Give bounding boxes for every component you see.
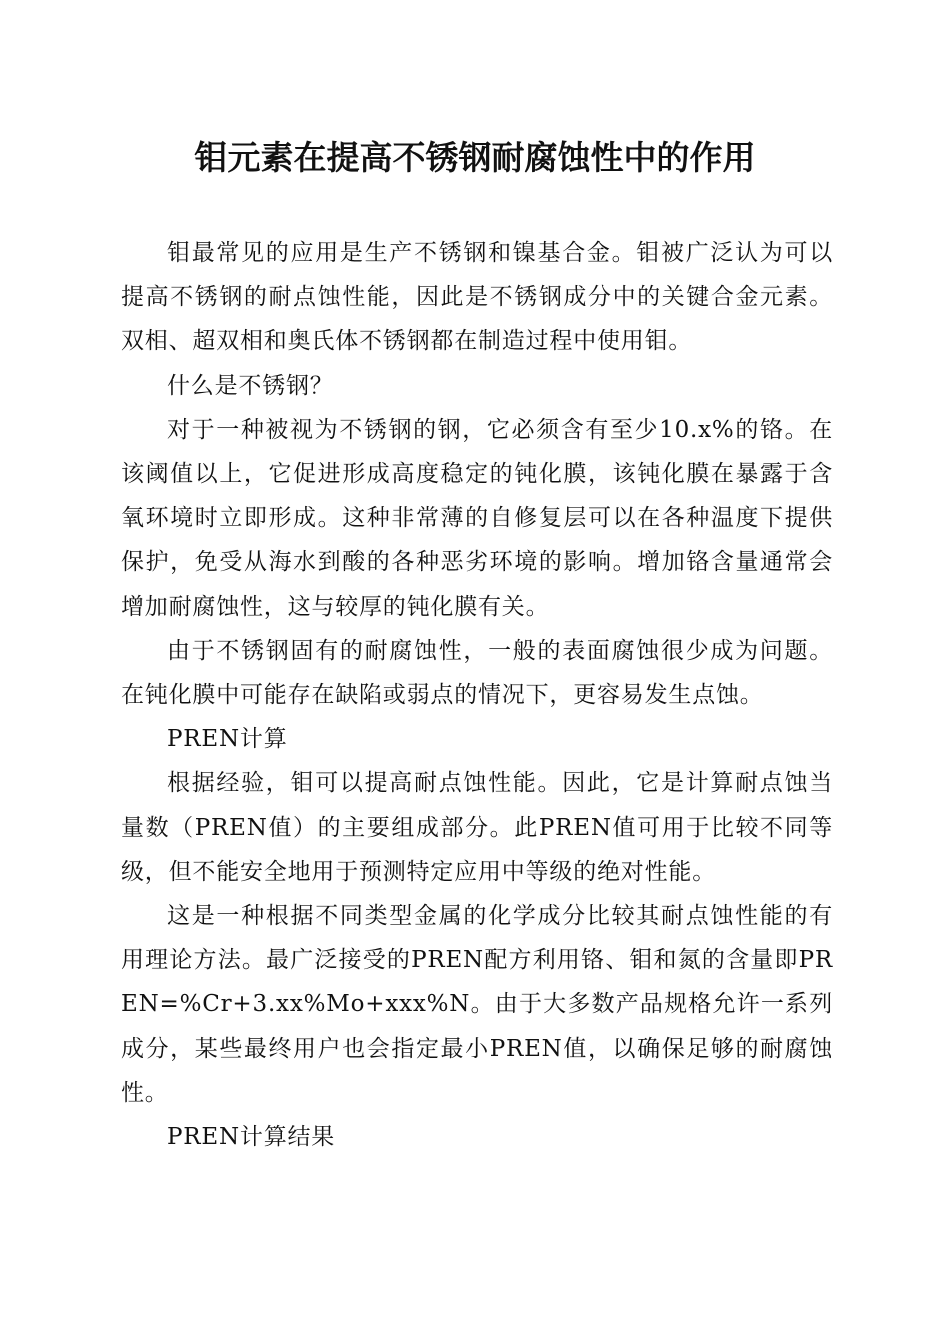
heading-pren-results: PREN计算结果: [167, 1124, 336, 1151]
paragraph-pitting: 由于不锈钢固有的耐腐蚀性，一般的表面腐蚀很少成为问题。在钝化膜中可能存在缺陷或弱点的情况下，更容易发生点蚀。: [121, 637, 833, 709]
paragraph-pren-formula: 这是一种根据不同类型金属的化学成分比较其耐点蚀性能的有用理论方法。最广泛接受的PREN配方利用铬、钼和氮的含量即PREN=%Cr+3.xx%Mo+xxx%N。由于大多数产品规格允许一系列成分，某些最终用户也会指定最小PREN值，以确保足够的耐腐蚀性。: [121, 903, 833, 1106]
document-body: [121, 231, 833, 1159]
heading-what-is-stainless: 什么是不锈钢？: [167, 372, 334, 399]
paragraph-chromium: 对于一种被视为不锈钢的钢，它必须含有至少10.x%的铬。在该阈值以上，它促进形成高度稳定的钝化膜，该钝化膜在暴露于含氧环境时立即形成。这种非常薄的自修复层可以在各种温度下提供保护，免受从海水到酸的各种恶劣环境的影响。增加铬含量通常会增加耐腐蚀性，这与较厚的钝化膜有关。: [121, 416, 833, 620]
paragraph-intro: 钼最常见的应用是生产不锈钢和镍基合金。钼被广泛认为可以提高不锈钢的耐点蚀性能，因此是不锈钢成分中的关键合金元素。双相、超双相和奥氏体不锈钢都在制造过程中使用钼。: [121, 240, 833, 355]
paragraph-pren-intro: 根据经验，钼可以提高耐点蚀性能。因此，它是计算耐点蚀当量数（PREN值）的主要组成部分。此PREN值可用于比较不同等级，但不能安全地用于预测特定应用中等级的绝对性能。: [121, 770, 833, 885]
document-title: 钼元素在提高不锈钢耐腐蚀性中的作用: [194, 138, 756, 177]
heading-pren-calculation: PREN计算: [167, 726, 288, 753]
